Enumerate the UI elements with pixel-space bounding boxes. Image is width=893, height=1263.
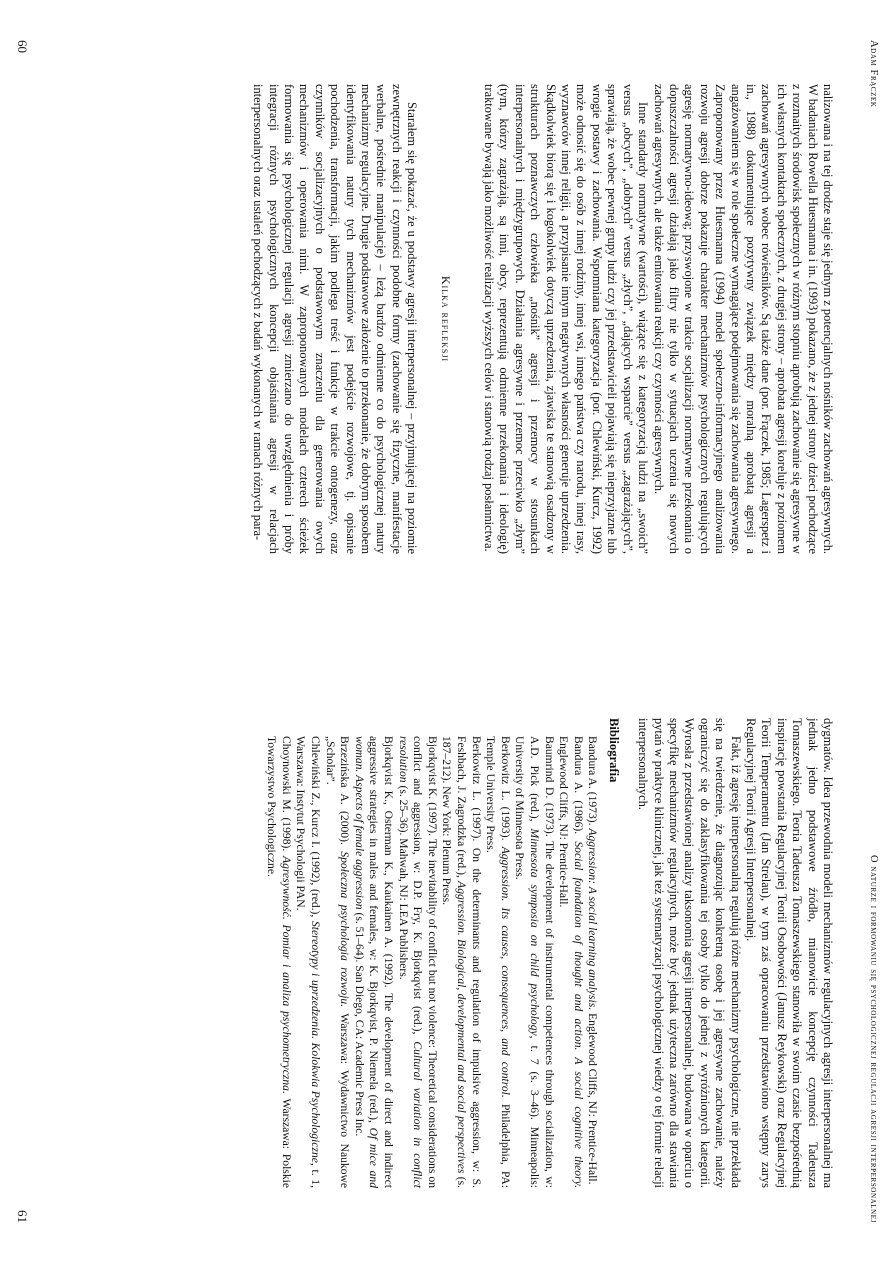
bibliography-entry: Chlewiński Z., Kurcz I. (1992), (red.), Stereotypy i uprzedzenia. Kolokwia Psychologiczne, t. 1, Warszawa: Instytut Psychologii PAN.	[294, 736, 323, 1188]
paragraph: dygmatów. Idea przewodnia modeli mechanizmów regulacyjnych agresji interpersonalnej ma jednak jedno podstawowe źródło, mianowicie koncepcję czynności Tadeusza Tomaszewskiego. Teoria Tadeusza Tomaszewskiego stanowiła w swoim czasie bezpośrednią inspirację powstania Regulacyjnej Teorii Osobowości (Janusz Reykowski) oraz Regulacyjnej Teorii Temperamentu (Jan Strelau), w tym zaś opracowaniu przedstawiono wstępny zarys Regulacyjnej Teorii Agresji Interpersonalnej.	[743, 718, 835, 1188]
bibliography-entry: Berkowitz L. (1997). On the determinants and regulation of impulsive aggression, w: S. Feshbach, J. Zagrodzka (red.), Aggression. Biological, developmental and social perspectives (s. 187–212). New York: Plenum Press.	[440, 736, 483, 1188]
bibliography-entry: Bjorkqvist K., Osterman K., Kaukainen A. (1992). The development of direct and indirect aggressive strategies in males and females, w: K. Bjorkqvist, P. Niemela (red.), Of mice and woman. Aspects of female aggression (s. 51–64). San Diego, CA: Academic Press Inc.	[352, 736, 395, 1188]
right-body	[264, 718, 835, 1188]
right-page	[0, 630, 893, 1263]
bibliography-title: Bibliografia	[606, 718, 621, 783]
bibliography-entry: Berkowitz L. (1993). Aggression. Its causes, consequences, and control. Philadelphia, PA: Temple University Press.	[484, 736, 512, 1188]
left-page	[0, 0, 893, 620]
bibliography-entry: Brzezińska A. (2000). Społeczna psychologia rozwoju. Warszawa: Wydawnictwo Naukowe „Scholar”.	[323, 736, 352, 1188]
left-running-head: Adam Frączek	[868, 40, 879, 108]
bibliography-entry: Bjorkqvist K. (1997). The inevitability of conflict but not violence: Theoretical considerations on conflict and aggression, w: D.P. Fry, K. Bjorkqvist (red.), Cultural variation in conflict resolution (s. 25–36). Mahwah, NJ: LEA Publishers.	[396, 736, 439, 1188]
bibliography-list	[264, 718, 600, 1188]
paragraph: Inne standardy normatywne (wartości), wiążące się z kategoryzacją ludzi na „swoich” versus „obcych”, „dobrych” versus „złych”, „dających wsparcie” versus „zagrażających”, sprawiają, że wobec pewnej grupy ludzi czy jej przedstawicieli pojawiają się nieprzyjazne lub wrogie postawy i zachowania. Wspomniana kategoryzacja (por. Chlewiński, Kurcz, 1992) może odnosić się do osób z innej rodziny, innej wsi, innego państwa czy narodu, innej rasy, wyznawców innej religii, a przypisanie innym negatywnych własności generuje uprzedzenia. Skądkolwiek biorą się i kogokolwiek dotyczą uprzedzenia, zjawiska te stanowią osadzony w strukturach poznawczych człowieka „nośnik” agresji i przemocy w stosunkach interpersonalnych i międzygrupowych. Działania agresywne i przemoc przeciwko „złym” (tym, którzy zagrażają, są inni, obcy, reprezentują odmienne przekonania i ideologię) traktowane bywają jako możliwość realizacji wyższych celów i stanowią rodzaj posłannictwa.	[482, 84, 651, 554]
right-running-head: O naturze i formowaniu się psychologicznej regulacji agresji interpersonalnej	[868, 854, 879, 1223]
paragraph: nalizowana i na tej drodze staje się jednym z potencjalnych nośników zachowań agresywnych. W badaniach Rowella Huesmanna i in. (1993) pokazano, że z jednej strony dzieci pochodzące z rozmaitych środowisk społecznych w różnym stopniu aprobują zachowanie się agresywne w ich własnych kontaktach społecznych, z drugiej strony – aprobata agresji koreluje z poziomem zachowań agresywnych wobec rówieśników. Są także dane (por. Frączek, 1985; Lagerspetz i in., 1988) dokumentujące pozytywny związek między moralną aprobatą agresji a angażowaniem się w role społeczne wymagające podejmowania się zachowania agresywnego. Zaproponowany przez Huesmanna (1994) model społeczno-informacyjnego analizowania rozwoju agresji dobrze pokazuje charakter mechanizmów psychologicznych regulujących agresję normatywno-ideową; przyswojone w trakcie socjalizacji normatywne przekonania o dopuszczalności agresji działają jako filtry nie tylko w sytuacjach uczenia się nowych zachowań agresywnych, ale także emitowania reakcji czy czynności agresywnych.	[651, 84, 835, 554]
left-page-number: 60	[15, 40, 30, 53]
bibliography-entry: Bandura A. (1973). Aggression: A social learning analysis. Englewood Cliffs, NJ: Prentice-Hall.	[586, 736, 600, 1185]
section-title: Kilka refleksji	[438, 275, 453, 363]
left-body	[250, 84, 835, 554]
bibliography-entry: Bandura A. (1986). Social foundation of thought and action. A social cognitive theory. Englewood Cliffs, NJ: Prentice-Hall.	[557, 736, 585, 1188]
paragraph: Starałem się pokazać, że u podstawy agresji interpersonalnej – przyjmującej na poziomie zewnętrznych reakcji i czynności podobne formy (zachowanie się fizyczne, manifestacje werbalne, pośrednie manipulacje) – leżą bardzo odmienne co do psychologicznej natury mechanizmy regulacyjne. Drugie podstawowe założenie to przekonanie, że dobrym sposobem identyfikowania natury tych mechanizmów jest podejście rozwojowe, tj. opisanie pochodzenia, transformacji, jakim podlega treść i funkcje w trakcie ontogenezy, oraz czynników socjalizacyjnych o podstawowym znaczeniu dla generowania owych mechanizmów i operowania nimi. W zaproponowanych modelach czterech ścieżek formowania się psychologicznej regulacji agresji zmierzano do uwzględnienia i próby integracji różnych psychologicznych koncepcji objaśniania agresji w relacjach interpersonalnych oraz ustaleń pochodzących z badań wykonanych w ramach różnych para-	[251, 84, 420, 554]
bibliography-entry: Baumrind D. (1973). The development of instrumental competences through socialization, w: A.D. Pick (red.), Minnesota symposia on child psychology, t. 7 (s. 3–46). Minneapolis: University of Minnesota Press.	[513, 736, 556, 1188]
right-page-number: 61	[15, 1210, 30, 1223]
bibliography-entry: Choynowski M. (1998). Agresywność. Pomiar i analiza psychometryczna. Warszawa: Polskie Towarzystwo Psychologiczne.	[265, 736, 293, 1188]
paragraph: Fakt, iż agresję interpersonalną regulują różne mechanizmy psychologiczne, nie przekłada się na twierdzenie, że diagnozując konkretną osobę i jej agresywne zachowanie, należy ograniczyć się do zaklasyfikowania tej osoby tylko do jednej z wyróżnionych kategorii. Wyrosła z przedstawionej analizy taksonomia agresji interpersonalnej, budowana w oparciu o specyfikę mechanizmów regulacyjnych, może być jednak użyteczna zarówno dla stawiania pytań w praktyce klinicznej, jak też systematyzacji psychologicznej wiedzy o tej formie relacji interpersonalnych.	[636, 718, 743, 1188]
